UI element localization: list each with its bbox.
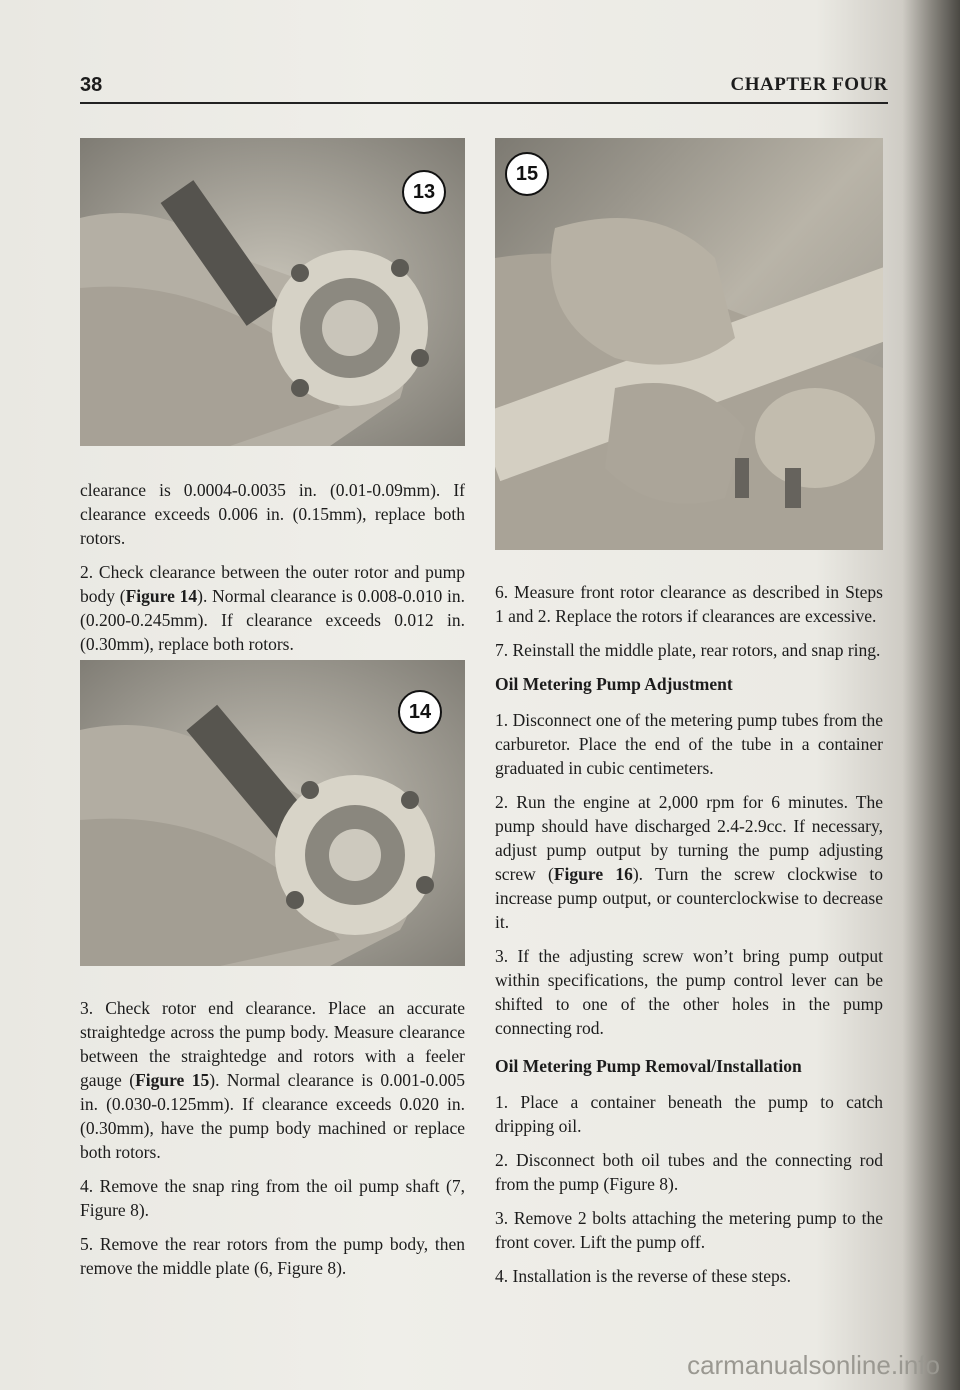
paragraph-step6: 6. Measure front rotor clearance as described in Steps 1 and 2. Replace the rotors if clearances are excessive. — [495, 582, 883, 626]
page-number: 38 — [80, 74, 103, 96]
heading-removal: Oil Metering Pump Removal/Installation — [495, 1056, 802, 1076]
paragraph-adjust-3: 3. If the adjusting screw won’t bring pump output within specifications, the pump control lever can be shifted to one of the other holes in the pump connecting rod. — [495, 946, 883, 1038]
right-column — [495, 580, 883, 1298]
paragraph-adjust-1: 1. Disconnect one of the metering pump tubes from the carburetor. Place the end of the tube in a container graduated in cubic centimeters. — [495, 710, 883, 778]
paragraph-step1-cont: clearance is 0.0004-0.0035 in. (0.01-0.09mm). If clearance exceeds 0.006 in. (0.15mm), replace both rotors. — [80, 480, 465, 548]
heading-adjustment: Oil Metering Pump Adjustment — [495, 674, 733, 694]
chapter-title: CHAPTER FOUR — [730, 74, 888, 95]
figure-15-photo — [495, 138, 883, 550]
paragraph-step5: 5. Remove the rear rotors from the pump body, then remove the middle plate (6, Figure 8). — [80, 1234, 465, 1278]
figure-14-badge: 14 — [398, 690, 442, 734]
left-column-top — [80, 478, 465, 666]
figure-13-badge: 13 — [402, 170, 446, 214]
page-header — [80, 70, 888, 104]
paragraph-step2: 2. Check clearance between the outer rotor and pump body (Figure 14). Normal clearance is 0.008-0.010 in. (0.200-0.245mm). If clearance exceeds 0.012 in. (0.30mm), replace both rotors. — [80, 562, 465, 654]
paragraph-step3: 3. Check rotor end clearance. Place an accurate straightedge across the pump body. Measure clearance between the straightedge and rotors with a feeler gauge (Figure 15). Normal clearance is 0.001-0.005 in. (0.030-0.125mm). If clearance exceeds 0.020 in. (0.30mm), have the pump body machined or replace both rotors. — [80, 998, 465, 1162]
left-column-bottom — [80, 996, 465, 1290]
watermark-text: carmanualsonline.info — [687, 1350, 940, 1380]
paragraph-remove-4: 4. Installation is the reverse of these steps. — [495, 1266, 791, 1286]
figure-15-badge: 15 — [505, 152, 549, 196]
paragraph-remove-3: 3. Remove 2 bolts attaching the metering pump to the front cover. Lift the pump off. — [495, 1208, 883, 1252]
paragraph-remove-2: 2. Disconnect both oil tubes and the connecting rod from the pump (Figure 8). — [495, 1150, 883, 1194]
paragraph-step4: 4. Remove the snap ring from the oil pump shaft (7, Figure 8). — [80, 1176, 465, 1220]
paragraph-step7: 7. Reinstall the middle plate, rear rotors, and snap ring. — [495, 640, 881, 660]
paragraph-remove-1: 1. Place a container beneath the pump to catch dripping oil. — [495, 1092, 883, 1136]
paragraph-adjust-2: 2. Run the engine at 2,000 rpm for 6 minutes. The pump should have discharged 2.4-2.9cc. If necessary, adjust pump output by turning the pump adjusting screw (Figure 16). Turn the screw clockwise to increase pump output, or counterclockwise to decrease it. — [495, 792, 883, 932]
